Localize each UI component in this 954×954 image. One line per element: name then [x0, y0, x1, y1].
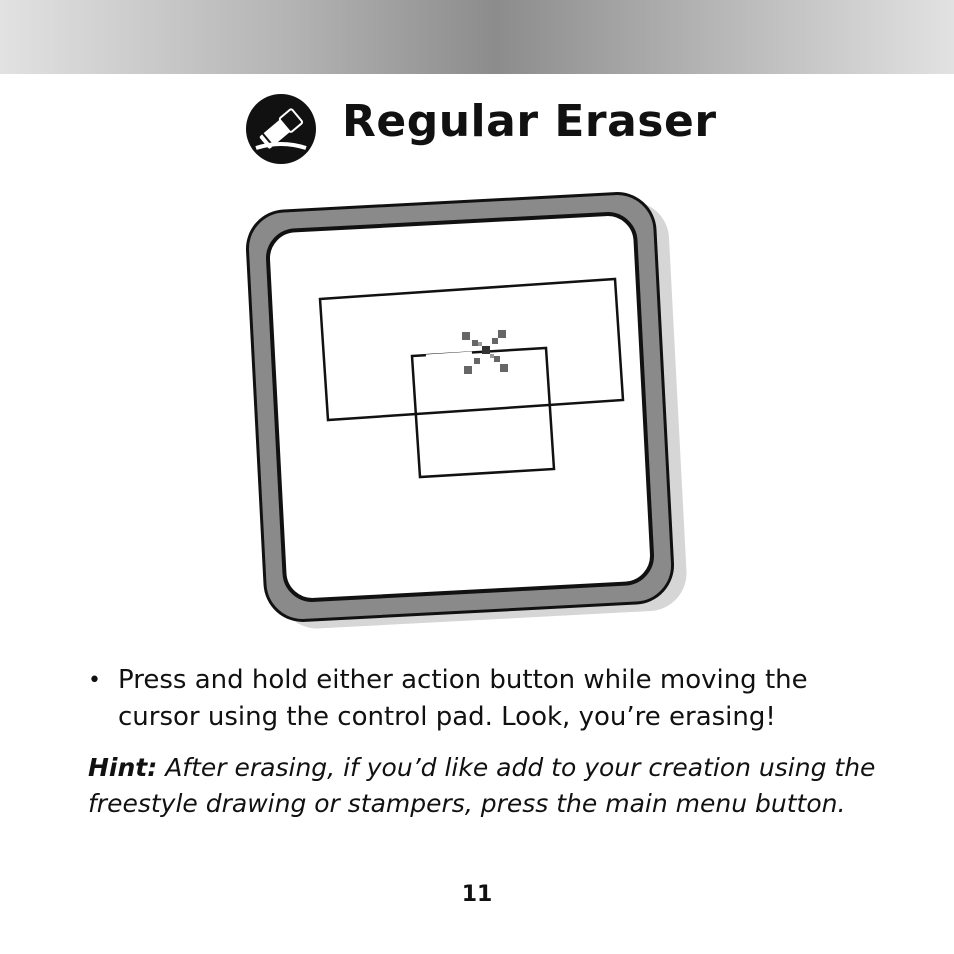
erased-stroke [426, 354, 472, 357]
header-band [0, 0, 954, 74]
hint-label: Hint: [88, 753, 158, 782]
section-title-row [244, 92, 717, 172]
hint-paragraph [88, 750, 888, 822]
page-number: 11 [461, 882, 493, 907]
instruction-bullet [88, 662, 878, 736]
screen-illustration [240, 180, 720, 650]
page-title: Regular Eraser [342, 96, 717, 147]
bullet-marker: • [88, 668, 101, 693]
instruction-text: Press and hold either action button while moving the cursor using the control pad. Look, you’re erasing! [118, 665, 808, 732]
hint-text: After erasing, if you’d like add to your creation using the freestyle drawing or stampers, press the main menu button. [88, 753, 876, 818]
eraser-icon [244, 92, 318, 166]
